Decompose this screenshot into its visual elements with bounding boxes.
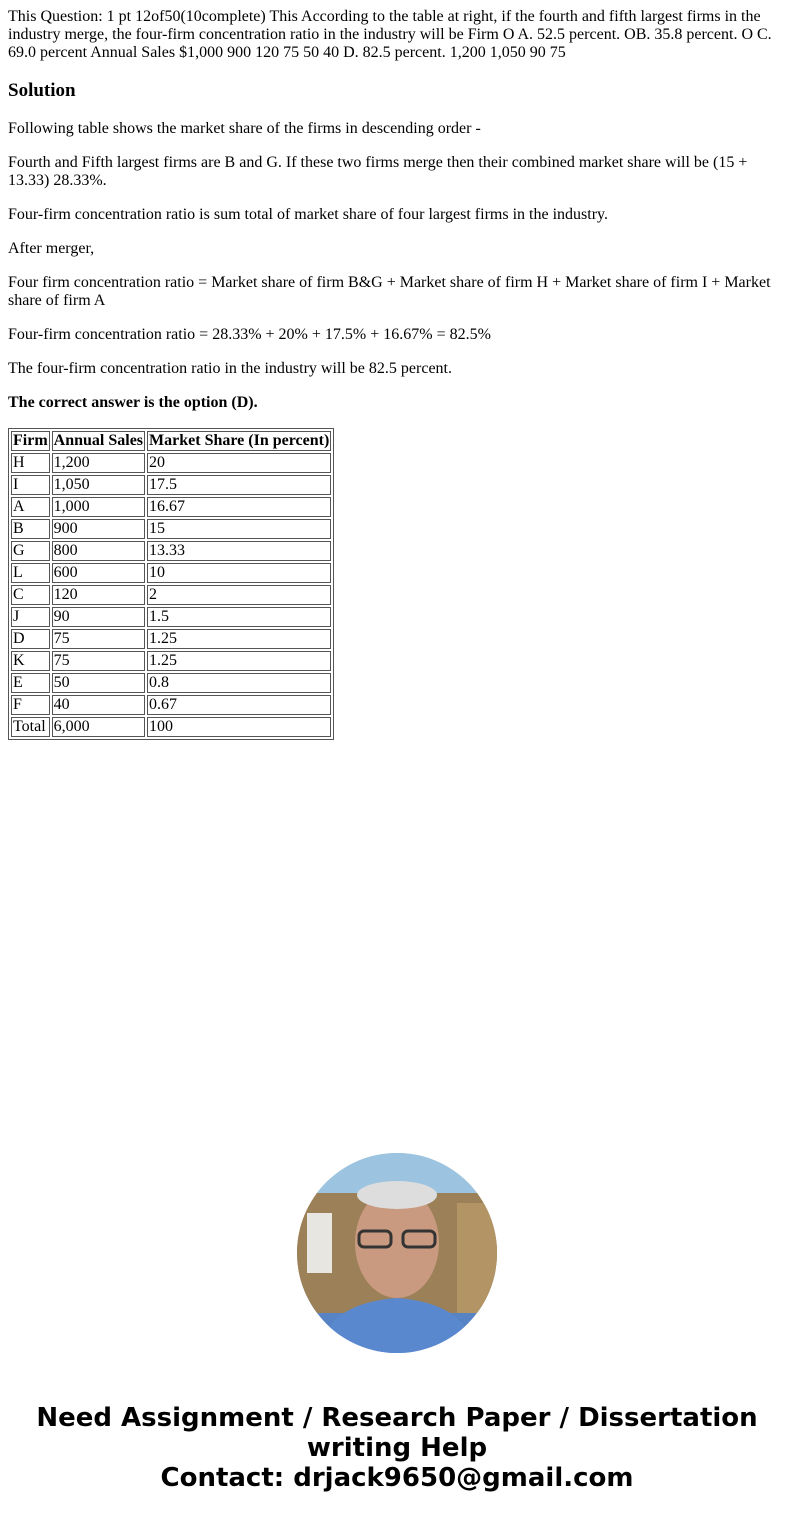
table-cell: 1,200 bbox=[52, 453, 145, 473]
table-cell: 1.5 bbox=[147, 607, 331, 627]
table-cell: J bbox=[11, 607, 50, 627]
column-header: Annual Sales bbox=[53, 432, 144, 449]
solution-heading: Solution bbox=[8, 80, 76, 101]
author-photo bbox=[297, 1153, 497, 1353]
table-row bbox=[11, 541, 331, 561]
solution-paragraph: After merger, bbox=[8, 240, 95, 257]
table-cell: 90 bbox=[52, 607, 145, 627]
table-cell: A bbox=[11, 497, 50, 517]
table-row bbox=[11, 585, 331, 605]
table-row bbox=[11, 475, 331, 495]
table-cell: 900 bbox=[52, 519, 145, 539]
contact-banner bbox=[0, 1403, 794, 1493]
table-cell: D bbox=[11, 629, 50, 649]
answer-text: The correct answer is the option (D). bbox=[8, 394, 258, 411]
table-row bbox=[11, 453, 331, 473]
solution-paragraph: The four-firm concentration ratio in the industry will be 82.5 percent. bbox=[8, 360, 452, 377]
table-cell: 6,000 bbox=[52, 717, 145, 737]
table-cell: L bbox=[11, 563, 50, 583]
table-cell: H bbox=[11, 453, 50, 473]
table-cell: 40 bbox=[52, 695, 145, 715]
table-cell: G bbox=[11, 541, 50, 561]
table-cell: 16.67 bbox=[147, 497, 331, 517]
table-row bbox=[11, 651, 331, 671]
table-row bbox=[11, 497, 331, 517]
table-cell: 20 bbox=[147, 453, 331, 473]
table-cell: E bbox=[11, 673, 50, 693]
column-header: Market Share (In percent) bbox=[149, 432, 330, 449]
table-row bbox=[11, 607, 331, 627]
table-row bbox=[11, 563, 331, 583]
table-row bbox=[11, 695, 331, 715]
table-row bbox=[11, 717, 331, 737]
question-text: This Question: 1 pt 12of50(10complete) This According to the table at right, if the fourth and fifth largest firms in the industry merge, the four-firm concentration ratio in the industry will be Firm O A. 52.5 percent. OB. 35.8 percent. O C. 69.0 percent Annual Sales $1,000 900 120 75 50 40 D. 82.5 percent. 1,200 1,050 90 75 bbox=[8, 8, 772, 61]
table-cell: C bbox=[11, 585, 50, 605]
table-cell: 600 bbox=[52, 563, 145, 583]
table-cell: 75 bbox=[52, 629, 145, 649]
table-cell: 0.8 bbox=[147, 673, 331, 693]
table-cell: 10 bbox=[147, 563, 331, 583]
footer-line-1: Need Assignment / Research Paper / Dissertation writing Help bbox=[36, 1403, 758, 1463]
table-cell: Total bbox=[11, 717, 50, 737]
table-cell: 13.33 bbox=[147, 541, 331, 561]
table-cell: 0.67 bbox=[147, 695, 331, 715]
table-cell: K bbox=[11, 651, 50, 671]
table-row bbox=[11, 629, 331, 649]
table-row bbox=[11, 519, 331, 539]
table-row bbox=[11, 673, 331, 693]
table-cell: 1,000 bbox=[52, 497, 145, 517]
table-cell: 2 bbox=[147, 585, 331, 605]
column-header: Firm bbox=[13, 432, 48, 449]
table-cell: 120 bbox=[52, 585, 145, 605]
solution-paragraph: Four-firm concentration ratio is sum total of market share of four largest firms in the industry. bbox=[8, 206, 608, 223]
table-cell: 17.5 bbox=[147, 475, 331, 495]
table-cell: 800 bbox=[52, 541, 145, 561]
solution-paragraph: Four-firm concentration ratio = 28.33% + 20% + 17.5% + 16.67% = 82.5% bbox=[8, 326, 491, 343]
solution-paragraph: Following table shows the market share of the firms in descending order - bbox=[8, 120, 481, 137]
table-cell: B bbox=[11, 519, 50, 539]
table-cell: 1.25 bbox=[147, 629, 331, 649]
table-cell: 1,050 bbox=[52, 475, 145, 495]
table-cell: 100 bbox=[147, 717, 331, 737]
table-cell: F bbox=[11, 695, 50, 715]
table-cell: 1.25 bbox=[147, 651, 331, 671]
market-share-table bbox=[8, 428, 334, 740]
footer-line-2: Contact: drjack9650@gmail.com bbox=[160, 1463, 634, 1493]
table-cell: 50 bbox=[52, 673, 145, 693]
table-cell: I bbox=[11, 475, 50, 495]
table-cell: 15 bbox=[147, 519, 331, 539]
solution-paragraph: Fourth and Fifth largest firms are B and G. If these two firms merge then their combined market share will be (15 + 13.33) 28.33%. bbox=[8, 154, 748, 189]
table-cell: 75 bbox=[52, 651, 145, 671]
solution-paragraph: Four firm concentration ratio = Market share of firm B&G + Market share of firm H + Market share of firm I + Market share of firm A bbox=[8, 274, 771, 309]
